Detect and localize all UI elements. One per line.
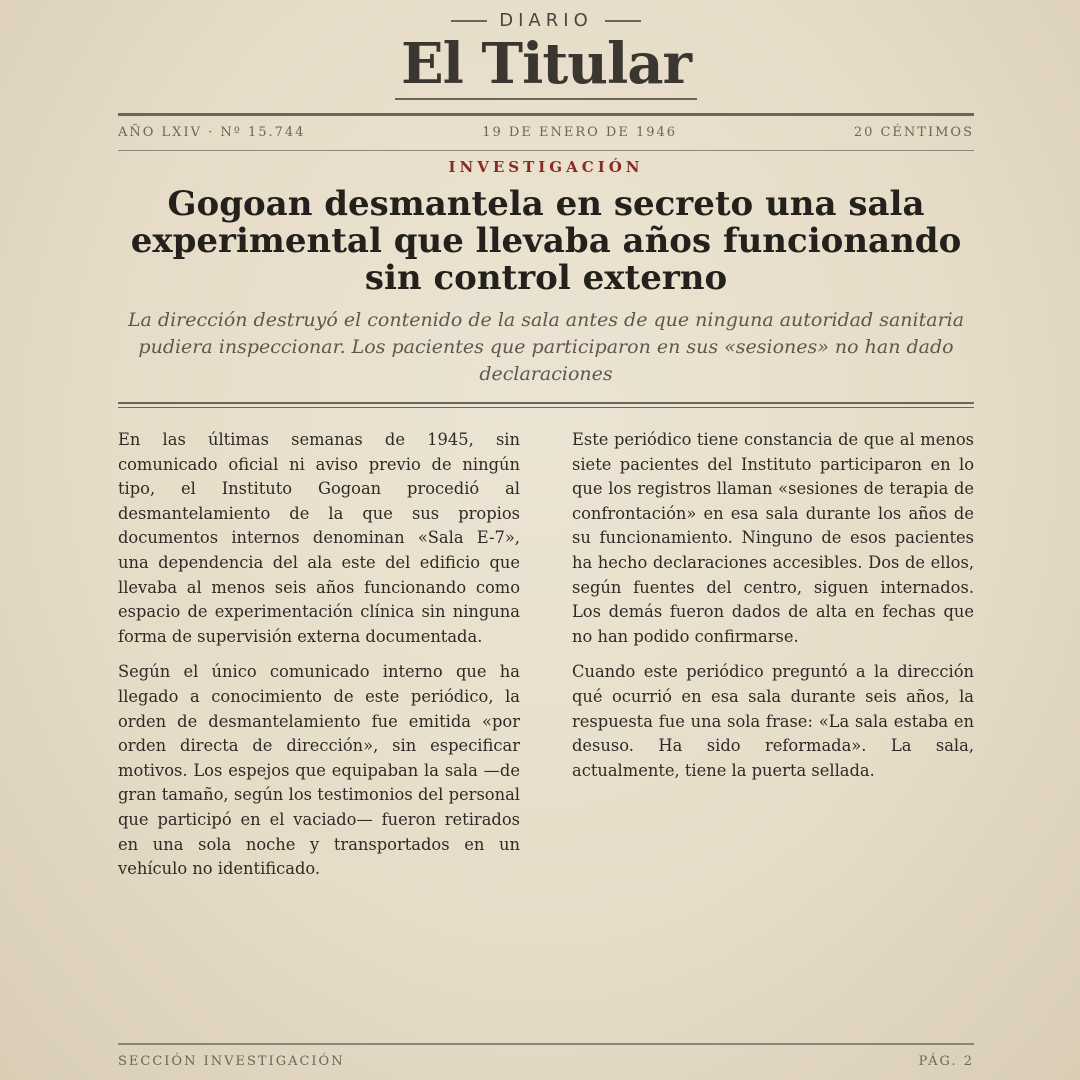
issue-price: 20 CÉNTIMOS [853,125,974,140]
article-paragraph: En las últimas semanas de 1945, sin comunicado oficial ni aviso previo de ningún tipo, el Instituto Gogoan procedió al desmantelamiento de la que sus propios documentos internos denominan «Sala E-7», una dependencia del ala este del edificio que llevaba al menos seis años funcionando como espacio de experimentación clínica sin ninguna forma de supervisión externa documentada. [118,430,520,646]
kicker-dash-left [451,20,487,22]
article-paragraph: Este periódico tiene constancia de que al menos siete pacientes del Instituto participaron en lo que los registros llaman «sesiones de terapia de confrontación» en esa sala durante los años de su funcionamiento. Ninguno de esos pacientes ha hecho declaraciones accesibles. Dos de ellos, según fuentes del centro, siguen internados. Los demás fueron dados de alta en fechas que no han podido confirmarse. [572,430,974,646]
masthead [118,0,974,100]
article-body [118,428,974,893]
page-footer [118,1054,974,1069]
masthead-rule [118,113,974,116]
kicker-dash-right [605,20,641,22]
article-subheadline: La dirección destruyó el contenido de la sala antes de que ninguna autoridad sanitaria pudiera inspeccionar. Los pacientes que participaron en sus «sesiones» no han dado declaraciones [127,309,965,385]
newspaper-title: El Titular [400,31,692,97]
article-paragraph: Según el único comunicado interno que ha llegado a conocimiento de este periódico, la orden de desmantelamiento fue emitida «por orden directa de dirección», sin especificar motivos. Los espejos que equipaban la sala —de gran tamaño, según los testimonios del personal que participó en el vaciado— fueron retirados en una sola noche y transportados en un vehículo no identificado. [118,662,520,879]
issue-number: AÑO LXIV · Nº 15.744 [118,125,306,140]
newspaper-page [118,0,974,1080]
issue-date: 19 DE ENERO DE 1946 [482,125,678,140]
article-column-right [572,428,974,893]
footer-rule [118,1043,974,1045]
article-headline: Gogoan desmantela en secreto una sala experimental que llevaba años funcionando sin control externo [130,184,962,298]
title-underline [395,98,697,100]
issue-info-row [118,125,974,140]
headline-rule [118,402,974,404]
article-column-left [118,428,520,893]
issue-rule [118,150,974,151]
footer-section: SECCIÓN INVESTIGACIÓN [118,1054,345,1069]
masthead-kicker [118,10,974,31]
article-paragraph: Cuando este periódico preguntó a la dirección qué ocurrió en esa sala durante seis años, la respuesta fue una sola frase: «La sala estaba en desuso. Ha sido reformada». La sala, actualmente, tiene la puerta sellada. [572,662,974,780]
page-number: PÁG. 2 [918,1054,974,1069]
headline-rule-thin [118,407,974,408]
masthead-kicker-text: DIARIO [499,10,593,31]
section-label: INVESTIGACIÓN [448,158,644,176]
